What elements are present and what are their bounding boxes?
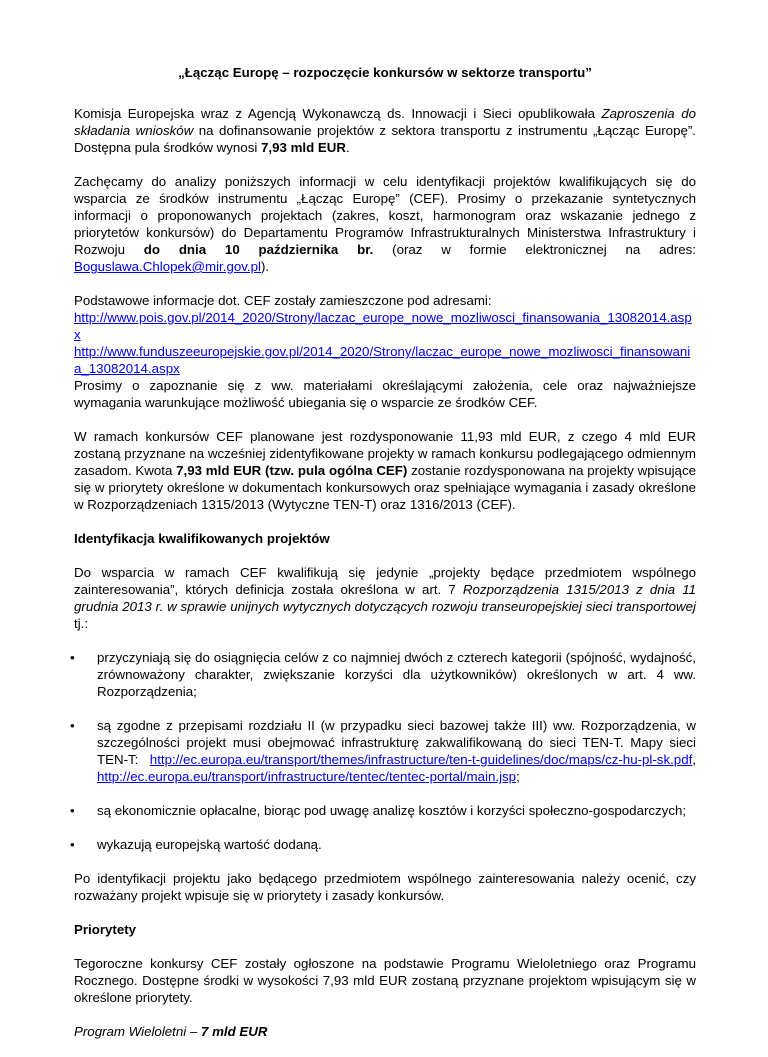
text: ; [516,769,520,784]
section-heading-identification: Identyfikacja kwalifikowanych projektów [74,531,330,546]
text: Podstawowe informacje dot. CEF zostały zamieszczone pod adresami: [74,293,492,308]
list-item [70,802,696,819]
document-page [70,0,696,1057]
text: Prosimy o zapoznanie się z ww. materiałami określającymi założenia, cele oraz najważniejsze wymagania warunkujące możliwość ubiegania się o wsparcie ze środków CEF. [74,378,696,410]
text-italic: Rozporządzenia 1315/2013 z dnia 11 grudnia 2013 r. w sprawie unijnych wytycznych dotyczących rozwoju transeuropejskiej sieci transportowej [74,582,696,614]
text: na dofinansowanie projektów z sektora transportu z instrumentu „Łącząc Europę”. Dostępna pula środków wynosi [74,123,696,155]
bullet-icon: • [70,803,75,818]
text: Komisja Europejska wraz z Agencją Wykonawczą ds. Innowacji i Sieci opublikowała [74,106,602,121]
text: wykazują europejską wartość dodaną. [97,837,322,852]
paragraph-intro [74,105,696,156]
text: tj.: [74,616,89,631]
paragraph-multiannual [74,1023,696,1040]
list-item [70,717,696,785]
text: . [345,140,350,155]
text: zostanie rozdysponowana na projekty wpisujące się w priorytety określone w dokumentach konkursowych oraz spełniające wymagania i zasady określone w Rozporządzeniach 1315/2013 (Wytyczne TEN-T) oraz 1316/2013 (CEF). [74,463,696,512]
paragraph-assessment: Po identyfikacji projektu jako będącego przedmiotem wspólnego zainteresowania należy ocenić, czy rozważany projekt wpisuje się w priorytety i zasady konkursów. [74,871,696,903]
text: przyczyniają się do osiągnięcia celów z co najmniej dwóch z czterech kategorii (spójność, wydajność, zrównoważony charakter, zwiększanie korzyści dla użytkowników) określonych w art. 4 ww. Rozporządzenia; [97,650,696,699]
text-italic: Program Wieloletni – [74,1024,201,1039]
list-item [70,649,696,700]
text: są zgodne z przepisami rozdziału II (w przypadku sieci bazowej także III) ww. Rozporządzenia, w szczególności projekt musi obejmować infrastrukturę zakwalifikowaną do sieci TEN-T. Mapy sieci TEN-T: [97,718,696,767]
section-heading-priorities: Priorytety [74,922,137,937]
paragraph-budget [74,428,696,513]
email-link[interactable]: Boguslawa.Chlopek@mir.gov.pl [74,259,261,274]
document-title: „Łącząc Europę – rozpoczęcie konkursów w sektorze transportu” [178,65,592,80]
text-bold-italic: 7 mld EUR [201,1024,268,1039]
paragraph-request [74,173,696,275]
text: Do wsparcia w ramach CEF kwalifikują się jedynie „projekty będące przedmiotem wspólnego zainteresowania”, których definicja została określona w art. 7 [74,565,696,597]
deadline: do dnia 10 października br. [143,242,374,257]
bullet-icon: • [70,650,75,665]
tentec-portal-link[interactable]: http://ec.europa.eu/transport/infrastructure/tentec/tentec-portal/main.jsp [97,769,517,784]
bullet-icon: • [70,837,75,852]
text-italic: Zaproszenia do składania wniosków [74,106,696,138]
paragraph-priorities: Tegoroczne konkursy CEF zostały ogłoszone na podstawie Programu Wieloletniego oraz Programu Rocznego. Dostępne środki w wysokości 7,93 mld EUR zostaną przyznane projektom wpisującym się w określone priorytety. [74,956,696,1005]
pois-link[interactable]: http://www.pois.gov.pl/2014_2020/Strony/laczac_europe_nowe_mozliwosci_finansowania_13082014.aspx [74,310,692,342]
tent-map-link[interactable]: http://ec.europa.eu/transport/themes/infrastructure/ten-t-guidelines/doc/maps/cz-hu-pl-sk.pdf [149,752,693,767]
text: W ramach konkursów CEF planowane jest rozdysponowanie 11,93 mld EUR, z czego 4 mld EUR zostaną przyznane na wcześniej zidentyfikowane projekty w ramach konkursu podlegającego odmiennym zasadom. Kwota [74,429,696,478]
paragraph-links [74,292,696,411]
text: są ekonomicznie opłacalne, biorąc pod uwagę analizę kosztów i korzyści społeczno-gospodarczych; [97,803,687,818]
text: , [692,752,696,767]
criteria-list [70,649,696,853]
bullet-icon: • [70,718,75,733]
paragraph-definition [74,564,696,632]
text: (oraz w formie elektronicznej na adres: [373,242,696,257]
fundusze-link[interactable]: http://www.funduszeeuropejskie.gov.pl/2014_2020/Strony/laczac_europe_nowe_mozliwosci_finansowania_13082014.aspx [74,344,691,376]
text: Zachęcamy do analizy poniższych informacji w celu identyfikacji projektów kwalifikujących się do wsparcia ze środków instrumentu „Łącząc Europę” (CEF). Prosimy o przekazanie syntetycznych informacji o proponowanych projektach (zakres, koszt, harmonogram oraz wskazanie jednego z priorytetów konkursów) do Departamentu Programów Infrastrukturalnych Ministerstwa Infrastruktury i Rozwoju [74,174,696,257]
list-item [70,836,696,853]
text: ). [260,259,270,274]
text-bold: 7,93 mld EUR (tzw. pula ogólna CEF) [176,463,408,478]
text-bold: 7,93 mld EUR [261,140,346,155]
